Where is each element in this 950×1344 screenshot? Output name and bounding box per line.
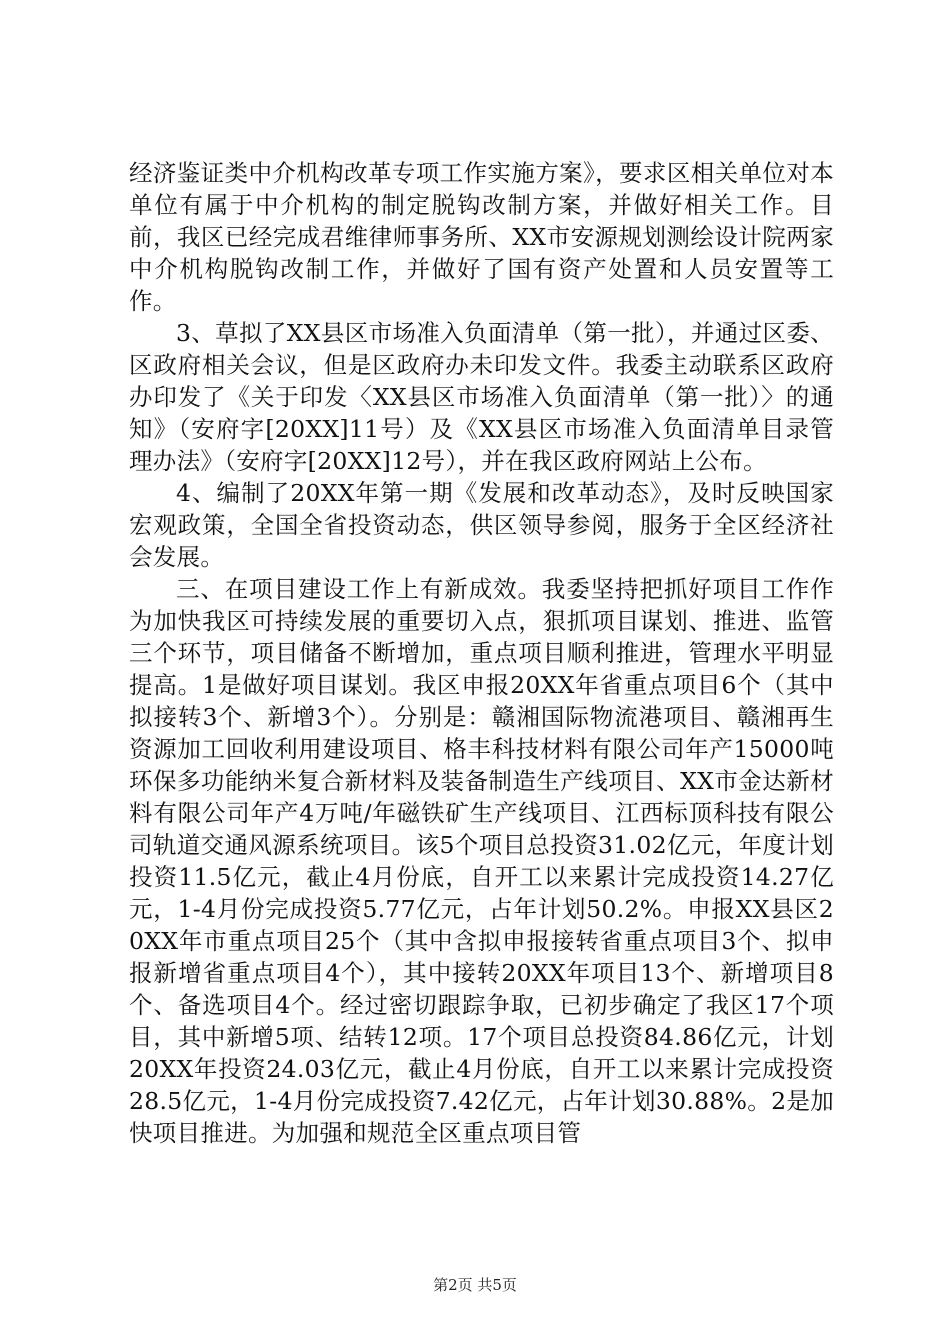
paragraph-1: 经济鉴证类中介机构改革专项工作实施方案》，要求区相关单位对本单位有属于中介机构的制定脱钩改制方案，并做好相关工作。目前，我区已经完成君维律师事务所、XX市安源规划测绘设计院两家中介机构脱钩改制工作，并做好了国有资产处置和人员安置等工作。: [129, 159, 834, 315]
page-number-footer: 第2页 共5页: [433, 1276, 517, 1294]
paragraph-3: 4、编制了20XX年第一期《发展和改革动态》，及时反映国家宏观政策，全国全省投资动态，供区领导参阅，服务于全区经济社会发展。: [129, 479, 834, 571]
paragraph-4: 三、在项目建设工作上有新成效。我委坚持把抓好项目工作作为加快我区可持续发展的重要切入点，狠抓项目谋划、推进、监管三个环节，项目储备不断增加，重点项目顺利推进，管理水平明显提高。1是做好项目谋划。我区申报20XX年省重点项目6个（其中拟接转3个、新增3个）。分别是：赣湘国际物流港项目、赣湘再生资源加工回收利用建设项目、格丰科技材料有限公司年产15000吨环保多功能纳米复合新材料及装备制造生产线项目、XX市金达新材料有限公司年产4万吨/年磁铁矿生产线项目、江西标顶科技有限公司轨道交通风源系统项目。该5个项目总投资31.02亿元，年度计划投资11.5亿元，截止4月份底，自开工以来累计完成投资14.27亿元，1-4月份完成投资5.77亿元，占年计划50.2%。申报XX县区20XX年市重点项目25个（其中含拟申报接转省重点项目3个、拟申报新增省重点项目4个），其中接转20XX年项目13个、新增项目8个、备选项目4个。经过密切跟踪争取，已初步确定了我区17个项目，其中新增5项、结转12项。17个项目总投资84.86亿元，计划20XX年投资24.03亿元，截止4月份底，自开工以来累计完成投资28.5亿元，1-4月份完成投资7.42亿元，占年计划30.88%。2是加快项目推进。为加强和规范全区重点项目管: [129, 575, 834, 1147]
paragraph-2: 3、草拟了XX县区市场准入负面清单（第一批），并通过区委、区政府相关会议，但是区政府办未印发文件。我委主动联系区政府办印发了《关于印发〈XX县区市场准入负面清单（第一批）〉的通知》（安府字[20XX]11号）及《XX县区市场准入负面清单目录管理办法》（安府字[20XX]12号），并在我区政府网站上公布。: [129, 319, 834, 475]
document-body: [129, 157, 834, 1149]
